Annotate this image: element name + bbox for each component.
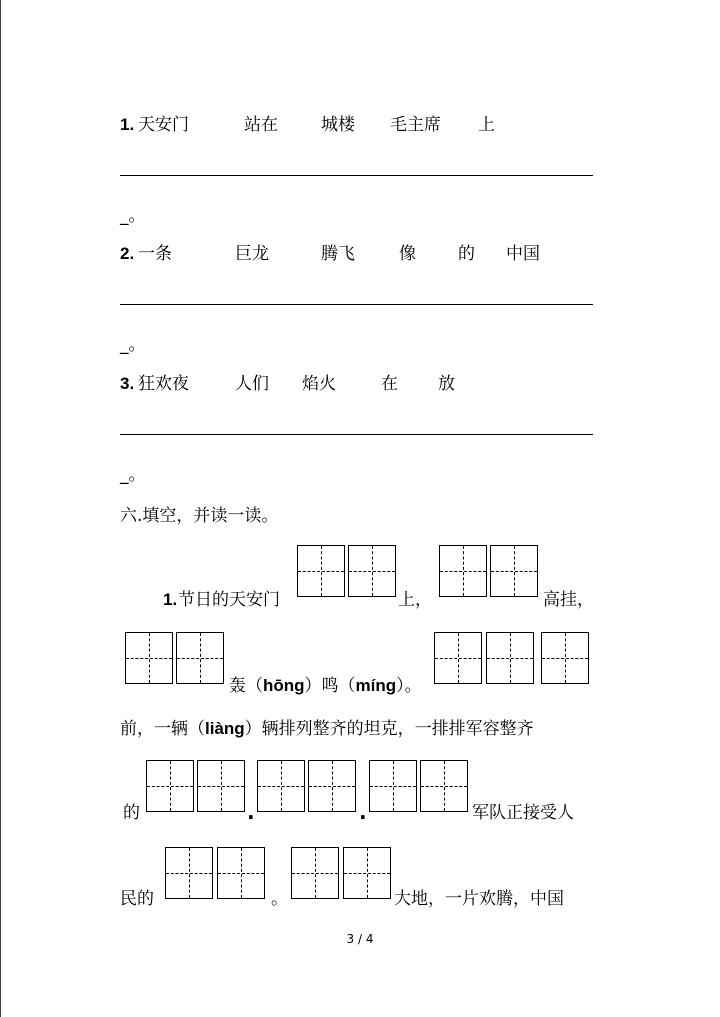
fill-3-text — [120, 719, 534, 739]
q3-word-2: 人们 — [235, 374, 269, 394]
q3-number: 3. — [120, 374, 135, 393]
q2-word-3: 腾飞 — [321, 244, 355, 264]
q3-word-5: 放 — [438, 374, 455, 394]
writing-box[interactable] — [197, 760, 245, 812]
q2-word-1: 一条 — [138, 244, 172, 264]
fill-4-text-a: 的 — [123, 803, 140, 823]
q3-end: _。 — [120, 465, 146, 485]
section-6-title: 六.填空，并读一读。 — [120, 506, 279, 526]
page-number: 3 / 4 — [346, 932, 374, 946]
writing-box[interactable] — [257, 760, 305, 812]
fill-1-text-a: 节日的天安门 — [178, 590, 280, 610]
page-left-edge — [0, 0, 1, 1017]
q1-word-2: 站在 — [244, 115, 278, 135]
pinyin-ming: míng — [355, 676, 397, 695]
writing-box[interactable] — [343, 847, 391, 899]
q1-word-3: 城楼 — [321, 115, 355, 135]
q2-word-6: 中国 — [506, 244, 540, 264]
q2-answer-line[interactable] — [120, 304, 593, 305]
q1-end: _。 — [120, 206, 146, 226]
writing-box[interactable] — [490, 545, 538, 597]
writing-box[interactable] — [369, 760, 417, 812]
writing-box[interactable] — [420, 760, 468, 812]
writing-box[interactable] — [176, 632, 224, 684]
fill-2-text-b: ）鸣（ — [304, 676, 356, 696]
q1-word-5: 上 — [478, 115, 495, 135]
writing-box[interactable] — [541, 632, 589, 684]
q1-word-4: 毛主席 — [390, 115, 441, 135]
q2-end: _。 — [120, 335, 146, 355]
q2-number: 2. — [120, 244, 135, 263]
q2-word-4: 像 — [399, 244, 416, 264]
fill-2-text-c: ）。 — [396, 676, 422, 696]
pinyin-liang: liàng — [205, 719, 245, 738]
q3-word-4: 在 — [381, 374, 398, 394]
writing-box[interactable] — [217, 847, 265, 899]
fill-4-dot-1: . — [247, 800, 255, 824]
writing-box[interactable] — [165, 847, 213, 899]
fill-2-text-a: 轰（ — [229, 676, 263, 696]
q1-number: 1. — [120, 115, 135, 134]
writing-box[interactable] — [486, 632, 534, 684]
q3-word-3: 焰火 — [302, 374, 336, 394]
q1-answer-line[interactable] — [120, 175, 593, 176]
fill-5-text-b: 。 — [271, 889, 288, 909]
writing-box[interactable] — [146, 760, 194, 812]
fill-5-text-a: 民的 — [120, 889, 154, 909]
fill-3-text-b: ）辆排列整齐的坦克，一排排军容整齐 — [244, 719, 534, 739]
fill-3-text-a: 前，一辆（ — [120, 719, 205, 739]
fill-1-text-c: 高挂， — [543, 590, 594, 610]
writing-box[interactable] — [348, 545, 396, 597]
fill-4-dot-2: . — [359, 800, 367, 824]
fill-4-text-b: 军队正接受人 — [472, 803, 574, 823]
writing-box[interactable] — [439, 545, 487, 597]
q3-answer-line[interactable] — [120, 434, 593, 435]
writing-box[interactable] — [434, 632, 482, 684]
fill-2-text — [229, 676, 422, 696]
q2-word-2: 巨龙 — [235, 244, 269, 264]
fill-5-text-c: 大地，一片欢腾，中国 — [394, 889, 564, 909]
writing-box[interactable] — [297, 545, 345, 597]
writing-box[interactable] — [308, 760, 356, 812]
writing-box[interactable] — [291, 847, 339, 899]
q2-word-5: 的 — [458, 244, 475, 264]
pinyin-hong: hōng — [263, 676, 305, 695]
writing-box[interactable] — [125, 632, 173, 684]
q3-word-1: 狂欢夜 — [138, 374, 189, 394]
fill-1-text-b: 上， — [398, 590, 432, 610]
q1-word-1: 天安门 — [138, 115, 189, 135]
fill-1-number: 1. — [163, 590, 178, 609]
